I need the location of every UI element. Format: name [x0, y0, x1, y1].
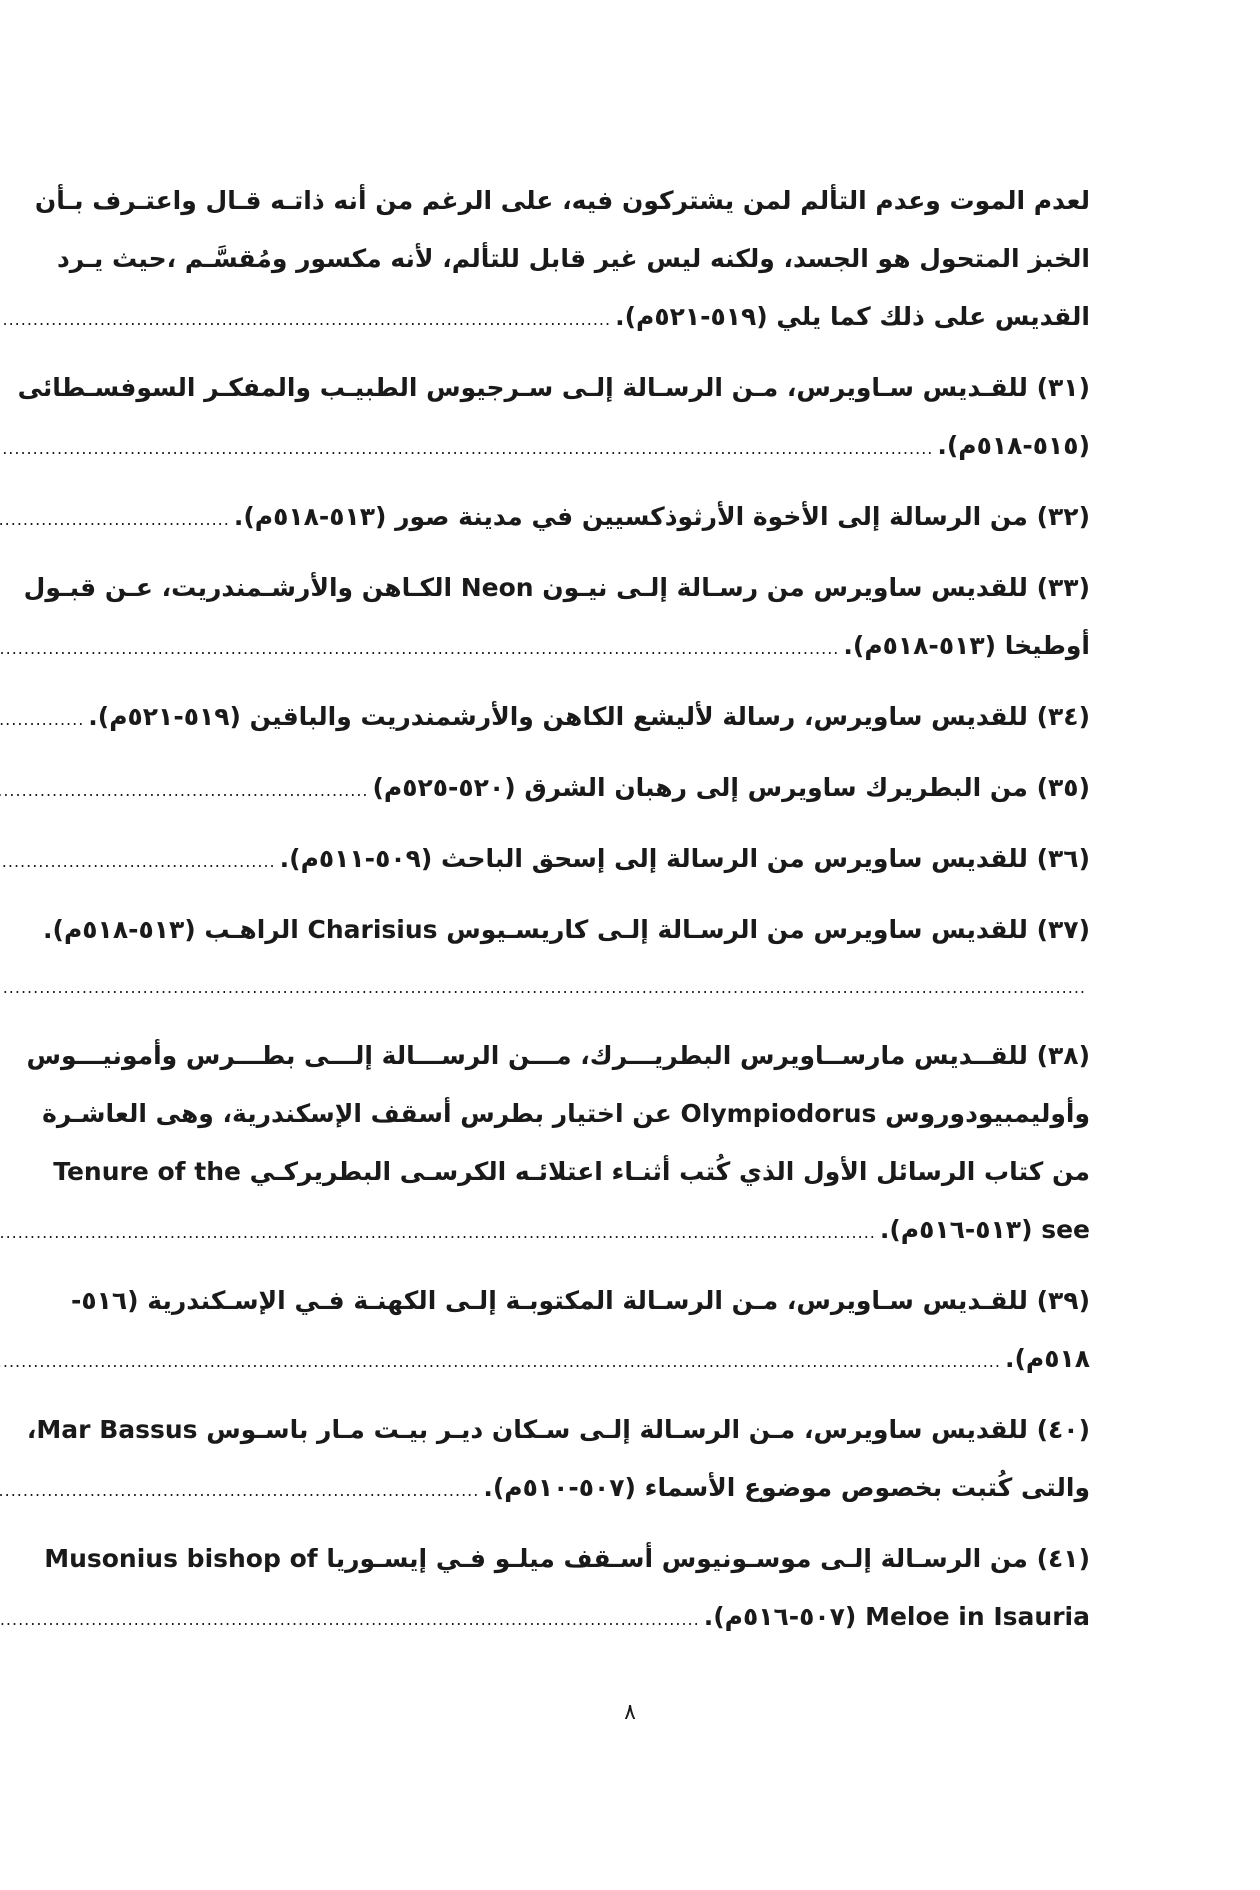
toc-line: [170, 417, 1090, 478]
toc-line-text: (٣١) للقـديس سـاويرس، مـن الرسـالة إلـى سـرجيوس الطبيـب والمفكـر السوفسـطائى: [17, 373, 1090, 402]
toc-line-text: من كتاب الرسائل الأول الذي كُتب أثنـاء اعتلائـه الكرسـى البطريركـي Tenure of the: [53, 1157, 1090, 1186]
toc-line-text: والتى كُتبت بخصوص موضوع الأسماء (٥٠٧-٥١٠م).: [483, 1473, 1090, 1502]
toc-line: [170, 830, 1090, 891]
toc-entry: [43, 901, 1090, 1017]
toc-entry: [170, 488, 1090, 549]
toc-line: [71, 1272, 1090, 1330]
toc-line-text: (٣٣) للقديس ساويرس من رسـالة إلـى نيـون Neon الكـاهن والأرشـمندريت، عـن قبـول: [23, 573, 1090, 602]
dot-leader: [0, 291, 611, 349]
toc-line: [170, 288, 1090, 349]
toc-entry: [88, 688, 1090, 749]
toc-line-text: (٣٢) من الرسالة إلى الأخوة الأرثوذكسيين في مدينة صور (٥١٣-٥١٨م).: [233, 502, 1090, 531]
dot-leader: [0, 1204, 876, 1262]
toc-line-text: أوطيخا (٥١٣-٥١٨م).: [843, 631, 1090, 660]
toc-line-text: الخبز المتحول هو الجسد، ولكنه ليس غير قابل للتألم، لأنه مكسور ومُقسَّـم ،حيث يـرد: [56, 244, 1090, 273]
toc-entry: [34, 172, 1090, 349]
dot-leader: [0, 620, 839, 678]
toc-line-text: (٤١) من الرسـالة إلـى موسـونيوس أسـقف ميلـو فـي إيسـوريا Musonius bishop of: [44, 1544, 1090, 1573]
toc-line-text: (٣٤) للقديس ساويرس، رسالة لأليشع الكاهن والأرشمندريت والباقين (٥١٩-٥٢١م).: [88, 702, 1090, 731]
toc-entry: [170, 759, 1090, 820]
dot-leader: [0, 691, 84, 749]
toc-line: [170, 488, 1090, 549]
dot-leader: [0, 762, 369, 820]
toc-line-text: (٣٨) للقــديس مارســاويرس البطريـــرك، مـــن الرســـالة إلـــى بطـــرس وأمونيـــوس: [26, 1041, 1090, 1070]
dot-leader: [0, 959, 1086, 1017]
toc-line-text: (٥١٥-٥١٨م).: [937, 431, 1090, 460]
toc-line: [23, 559, 1090, 617]
toc-entry: [26, 1027, 1090, 1262]
toc-entry: [71, 1272, 1090, 1391]
toc-line: [170, 1330, 1090, 1391]
toc-line-text: وأوليمبيودوروس Olympiodorus عن اختيار بطرس أسقف الإسكندرية، وهى العاشـرة: [42, 1099, 1090, 1128]
dot-leader: [0, 420, 933, 478]
dot-leader: [0, 833, 276, 891]
toc-line: [26, 1401, 1090, 1459]
toc-line: [34, 172, 1090, 230]
toc-line-text: ٥١٨م).: [1004, 1344, 1090, 1373]
toc-line: [170, 759, 1090, 820]
toc-line-text: (٤٠) للقديس ساويرس، مـن الرسـالة إلـى سـكان ديـر بيـت مـار باسـوس Mar Bassus،: [26, 1415, 1090, 1444]
toc-line: [53, 1143, 1090, 1201]
toc-line: [170, 1201, 1090, 1262]
dot-leader: [0, 1333, 1001, 1391]
toc-line: [56, 230, 1090, 288]
toc-entry: [23, 559, 1090, 678]
toc-line: [26, 1027, 1090, 1085]
toc-line-text: القديس على ذلك كما يلي (٥١٩-٥٢١م).: [615, 302, 1090, 331]
dot-leader: [0, 1591, 700, 1649]
toc-line-text: (٣٩) للقـديس سـاويرس، مـن الرسـالة المكتوبـة إلـى الكهنـة فـي الإسـكندرية (٥١٦-: [71, 1286, 1090, 1315]
toc-line-text: لعدم الموت وعدم التألم لمن يشتركون فيه، على الرغم من أنه ذاتـه قـال واعتـرف بـأن: [34, 186, 1090, 215]
toc-line: [44, 1530, 1090, 1588]
toc-line: [42, 1085, 1090, 1143]
toc-line: [170, 617, 1090, 678]
dot-leader: [0, 1462, 479, 1520]
dot-leader: [0, 491, 230, 549]
toc-entry: [44, 1530, 1090, 1649]
page-number: ٨: [624, 1700, 636, 1725]
toc-entry: [17, 359, 1090, 478]
toc-line-text: see (٥١٣-٥١٦م).: [879, 1215, 1090, 1244]
toc-line-text: Meloe in Isauria (٥٠٧-٥١٦م).: [703, 1602, 1090, 1631]
toc-entry: [26, 1401, 1090, 1520]
toc-line: [170, 959, 1090, 1017]
toc-line: [17, 359, 1090, 417]
table-of-contents: [17, 172, 1090, 1659]
toc-line-text: (٣٧) للقديس ساويرس من الرسـالة إلـى كاريسـيوس Charisius الراهـب (٥١٣-٥١٨م).: [43, 915, 1090, 944]
toc-line: [88, 688, 1090, 749]
toc-line-text: (٣٥) من البطريرك ساويرس إلى رهبان الشرق (٥٢٠-٥٢٥م): [372, 773, 1090, 802]
toc-line-text: (٣٦) للقديس ساويرس من الرسالة إلى إسحق الباحث (٥٠٩-٥١١م).: [279, 844, 1090, 873]
toc-line: [43, 901, 1090, 959]
toc-line: [170, 1588, 1090, 1649]
toc-line: [170, 1459, 1090, 1520]
toc-entry: [170, 830, 1090, 891]
